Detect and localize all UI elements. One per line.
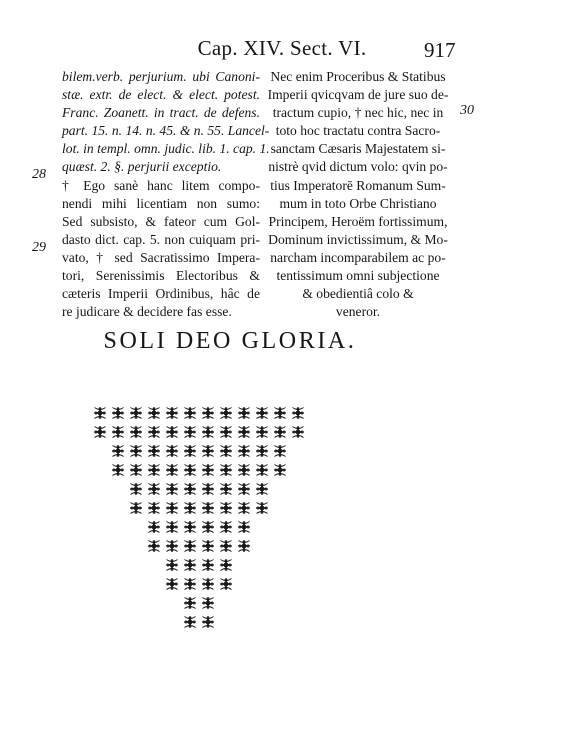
text-line: Sed subsisto, & fateor cum Gol- [62, 213, 260, 229]
text-line: sanctam Cæsaris Majestatem si- [270, 141, 446, 157]
text-line: toto hoc tractatu contra Sacro- [275, 123, 441, 139]
text-line: mum in toto Orbe Christiano [279, 195, 437, 211]
text-line: Nec enim Proceribus & Statibus [270, 69, 446, 84]
text-line: re judicare & decidere fas esse. [62, 304, 232, 320]
text-line: Principem, Heroëm fortissimum, [268, 213, 448, 229]
margin-note-30: 30 [460, 103, 474, 118]
closing-line: SOLI DEO GLORIA. [103, 328, 357, 354]
text-line: nistrè qvid dictum volo: qvin po- [268, 159, 448, 175]
text-line: tractum cupio, † nec hic, nec in [272, 105, 444, 121]
text-line: tius Imperatorē Romanum Sum- [270, 177, 446, 193]
text-line: part. 15. n. 14. n. 45. & n. 55. Lancel- [62, 123, 270, 139]
text-line: & obedientiâ colo & [302, 286, 414, 302]
text-line: lot. in templ. omn. judic. lib. 1. cap. 1. [62, 141, 270, 157]
text-line: Dominum invictissimum, & Mo- [268, 231, 448, 247]
text-line: Imperii qvicqvam de jure suo de- [267, 87, 449, 103]
right-text-column [261, 68, 455, 321]
page-number: 917 [424, 38, 456, 62]
text-line: narcham incomparabilem ac po- [270, 249, 446, 265]
text-line: vato, † sed Sacratissimo Impera- [62, 249, 260, 265]
running-title: Cap. XIV. Sect. VI. [197, 36, 367, 60]
text-line: † Ego sanè hanc litem compo- [62, 177, 260, 193]
margin-note-29: 29 [32, 240, 46, 255]
margin-note-28: 28 [32, 167, 46, 182]
text-line: tentissimum omni subjectione [276, 268, 440, 284]
text-line: dasto dict. cap. 5. non cuiquam pri- [62, 231, 260, 247]
fleuron-ornament [90, 395, 310, 665]
left-text-column [62, 68, 270, 321]
text-line: nendi mihi licentiam non sumo: [62, 195, 260, 211]
text-line: veneror. [335, 304, 381, 320]
text-line: stæ. extr. de elect. & elect. potest. [62, 87, 260, 103]
text-line: tori, Serenissimis Electoribus & [62, 268, 260, 284]
text-line: cæteris Imperii Ordinibus, hâc de [62, 286, 260, 302]
text-line: bilem.verb. perjurium. ubi Canoni- [62, 69, 260, 84]
text-line: Franc. Zoanett. in tract. de defens. [62, 105, 260, 121]
text-line: quæst. 2. §. perjurii exceptio. [62, 159, 222, 175]
